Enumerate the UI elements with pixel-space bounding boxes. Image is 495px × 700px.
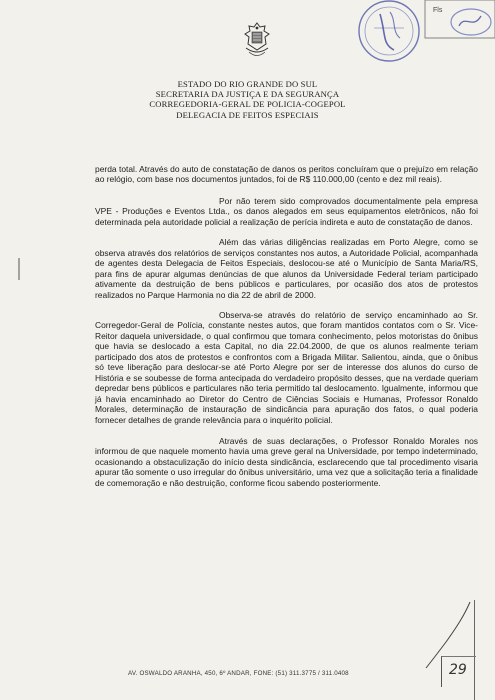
paragraph-2: Por não terem sido comprovados documentalmente pela empresa VPE - Produções e Eventos Ltda., os danos alegados em seus equipamentos eletrônicos, não foi determinada pela autoridade policial a realização de perícia indireta e auto de constatação de danos. xyxy=(95,195,478,227)
document-body xyxy=(95,164,478,488)
coat-of-arms-icon xyxy=(243,22,271,60)
stamp-fls-label: Fls xyxy=(433,7,443,14)
footer-address: AV. OSWALDO ARANHA, 450, 6º ANDAR, FONE: (51) 311.3775 / 311.0408 xyxy=(128,670,349,677)
header-state: ESTADO DO RIO GRANDE DO SUL xyxy=(177,79,318,89)
header-delegacia: DELEGACIA DE FEITOS ESPECIAIS xyxy=(176,109,319,120)
letterhead xyxy=(0,79,495,120)
paragraph-1: perda total. Através do auto de constatação de danos os peritos concluíram que o prejuízo em relação ao relógio, com base nos documentos juntados, foi de R$ 110.000,00 (cento e dez mil reais). xyxy=(95,164,478,185)
official-stamp-circle xyxy=(352,0,426,68)
header-secretariat: SECRETARIA DA JUSTIÇA E DA SEGURANÇA xyxy=(155,89,340,100)
margin-mark xyxy=(18,258,20,280)
paragraph-4: Observa-se através do relatório de serviço encaminhado ao Sr. Corregedor-Geral de Polícia, constante nestes autos, que foram mantidos contatos com o Sr. Vice-Reitor daquela universidade, o qual confirmou que tomara conhecimento, pelos motoristas do ônibus que havia se deslocado a esta Capital, no dia 22.04.2000, de que os alunos realmente teriam participado dos atos de protestos e confrontos com a Brigada Militar. Salientou, ainda, que o ônibus só teve liberação para deslocar-se até Porto Alegre por ser de interesse dos alunos do curso de História e se soubesse de forma antecipada do verdadeiro propósito desses, que na verdade queriam depredar bens públicos e particulares não teria permitido tal deslocamento. Igualmente, informou que já havia encaminhado ao Diretor do Centro de Ciências Sociais e Humanas, Professor Ronaldo Morales, determinação de instauração de sindicância para apuração dos fatos, o qual poderia fornecer detalhes de grande relevância para o inquérito policial. xyxy=(95,309,478,425)
paragraph-3: Além das várias diligências realizadas em Porto Alegre, como se observa através dos relatórios de serviços constantes nos autos, a Autoridade Policial, acompanhada de agentes desta Delegacia de Feitos Especiais, deslocou-se até o Município de Santa Maria/RS, para fins de apurar algumas denúncias de que alunos da Universidade Federal teriam participado ativamente da destruição de bens públicos e particulares, por ocasião dos atos de protestos realizados no Parque Harmonia no dia 22 de abril de 2000. xyxy=(95,237,478,300)
page-number: 29 xyxy=(449,662,467,678)
paragraph-5: Através de suas declarações, o Professor Ronaldo Morales nos informou de que naquele momento havia uma greve geral na Universidade, por tempo indeterminado, ocasionando a obstaculização do início desta sindicância, esclarecendo que tal procedimento visaria apurar tão somente o uso irregular do ônibus universitário, uma vez que a solicitação teria a finalidade de comemoração e não destruição, conforme ficou sabendo posteriormente. xyxy=(95,435,478,488)
header-corregedoria: CORREGEDORIA-GERAL DE POLICIA-COGEPOL xyxy=(149,99,346,110)
page-stamp-box xyxy=(421,0,495,42)
